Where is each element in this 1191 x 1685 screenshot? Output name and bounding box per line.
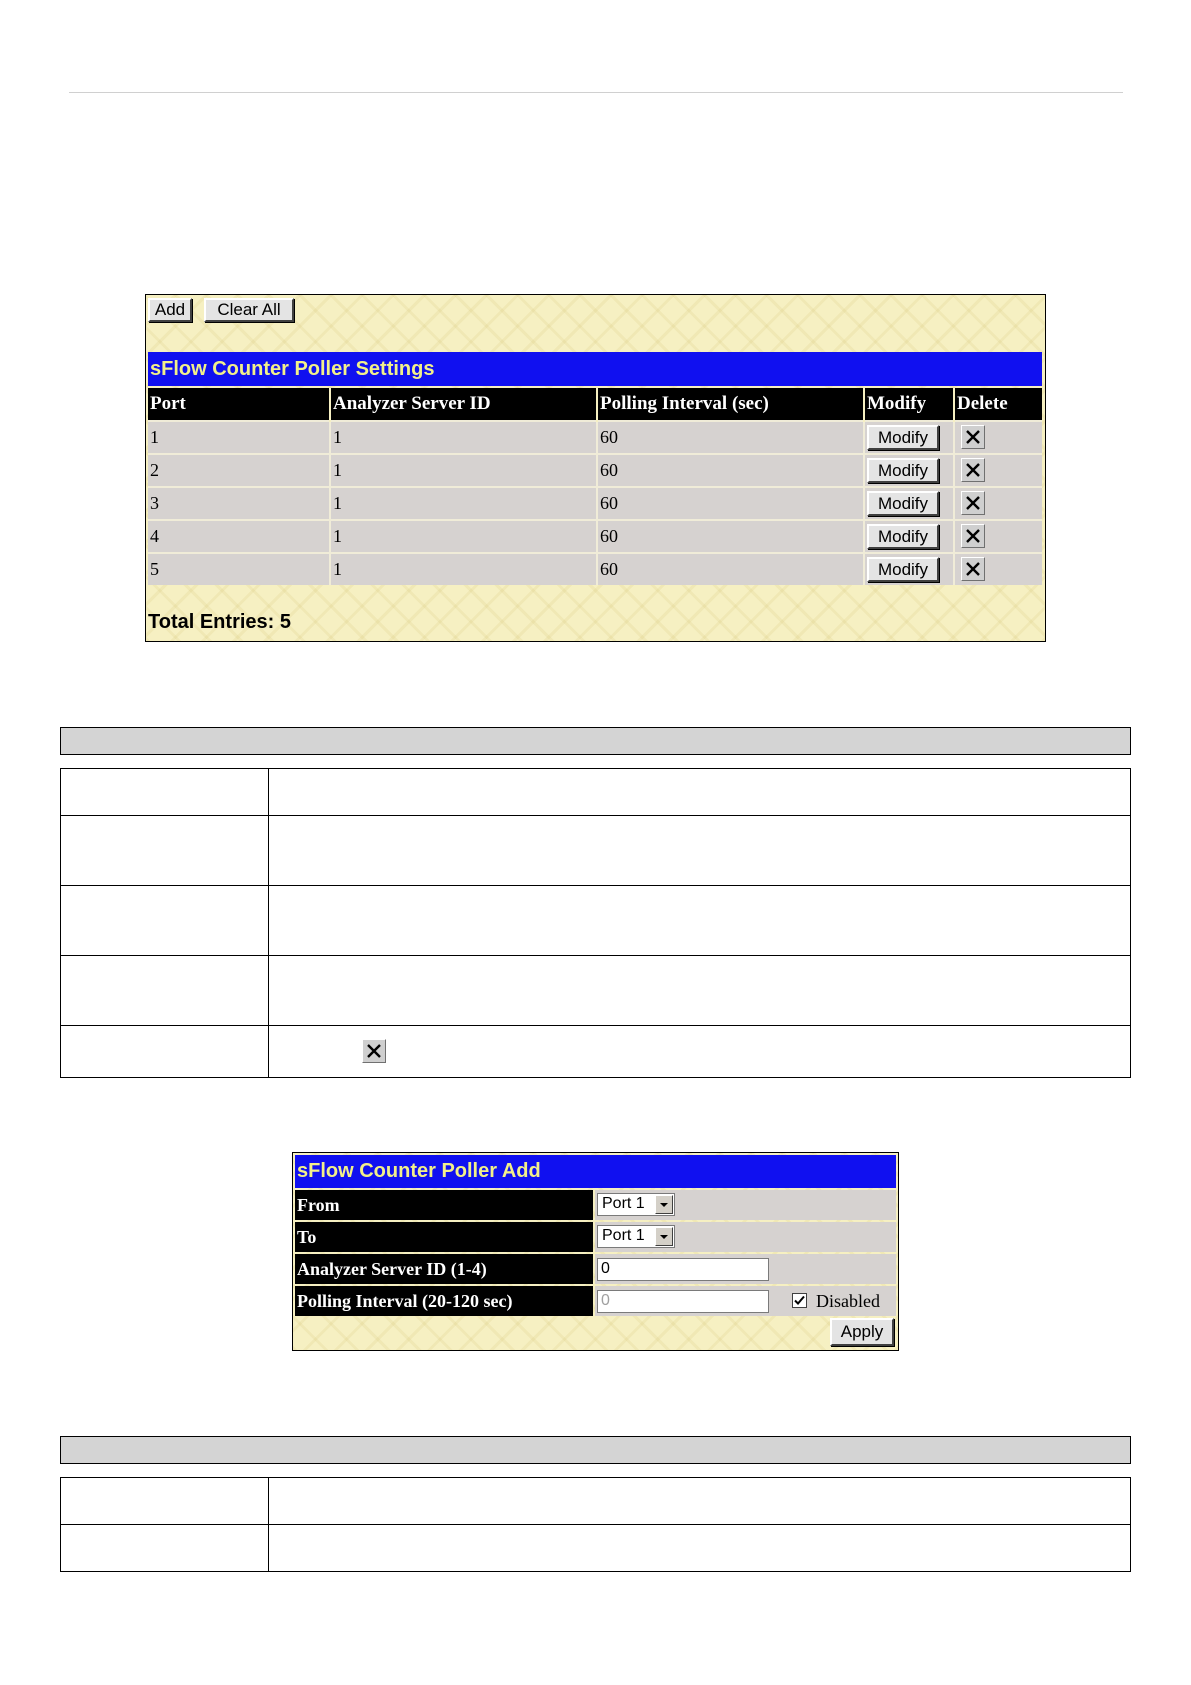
desc-param-cell: [61, 886, 269, 956]
desc-param-cell: [61, 1525, 269, 1572]
delete-x-icon[interactable]: [961, 491, 985, 515]
column-header-port: Port: [148, 388, 330, 421]
table-row: [148, 421, 1042, 454]
disabled-checkbox[interactable]: [792, 1293, 807, 1308]
modify-cell: [864, 454, 954, 487]
counter-poller-add-panel: [292, 1152, 899, 1351]
modify-button[interactable]: Modify: [867, 458, 939, 483]
column-header-modify: Modify: [864, 388, 954, 421]
disabled-label: Disabled: [816, 1291, 880, 1311]
delete-cell: [954, 454, 1042, 487]
delete-cell: [954, 520, 1042, 553]
modify-cell: [864, 421, 954, 454]
table-row: [148, 520, 1042, 553]
to-label: To: [295, 1222, 593, 1252]
delete-x-icon: [362, 1039, 386, 1063]
delete-x-icon[interactable]: [961, 524, 985, 548]
analyzer-row: [295, 1254, 896, 1284]
top-divider: [69, 92, 1123, 93]
chevron-down-icon[interactable]: [655, 1195, 673, 1214]
desc-text-cell: [269, 956, 1131, 1026]
desc-param-cell: [61, 769, 269, 816]
analyzer-server-id-input[interactable]: 0: [597, 1258, 769, 1281]
table-row: [61, 956, 1131, 1026]
interval-cell: 60: [597, 487, 864, 520]
clear-all-button[interactable]: Clear All: [204, 298, 294, 322]
port-cell: 4: [148, 520, 330, 553]
desc-param-cell: [61, 1478, 269, 1525]
modify-cell: [864, 520, 954, 553]
to-port-value: Port 1: [602, 1227, 645, 1244]
total-entries: Total Entries: 5: [148, 611, 291, 633]
desc-param-cell: [61, 816, 269, 886]
desc-text-cell: [269, 1026, 1131, 1078]
delete-x-icon[interactable]: [961, 425, 985, 449]
port-cell: 1: [148, 421, 330, 454]
analyzer-cell: 1: [330, 421, 597, 454]
analyzer-label: Analyzer Server ID (1-4): [295, 1254, 593, 1284]
table-row: [61, 1478, 1131, 1525]
interval-cell: 60: [597, 454, 864, 487]
delete-cell: [954, 421, 1042, 454]
table-row: [148, 487, 1042, 520]
modify-button[interactable]: Modify: [867, 524, 939, 549]
desc-text-cell: [269, 769, 1131, 816]
interval-cell: 60: [597, 553, 864, 585]
modify-cell: [864, 553, 954, 585]
analyzer-cell: 1: [330, 487, 597, 520]
desc-text-cell: [269, 1478, 1131, 1525]
description-table: [60, 768, 1131, 1078]
apply-button[interactable]: Apply: [830, 1318, 894, 1346]
delete-x-icon[interactable]: [961, 557, 985, 581]
modify-button[interactable]: Modify: [867, 491, 939, 516]
interval-row: [295, 1286, 896, 1316]
to-value-cell: [595, 1222, 896, 1252]
desc-param-cell: [61, 956, 269, 1026]
description-table-header: [60, 1436, 1131, 1464]
interval-cell: 60: [597, 520, 864, 553]
delete-cell: [954, 553, 1042, 585]
port-cell: 2: [148, 454, 330, 487]
interval-cell: 60: [597, 421, 864, 454]
analyzer-value-cell: [595, 1254, 896, 1284]
table-row: [148, 553, 1042, 585]
from-label: From: [295, 1190, 593, 1220]
add-button[interactable]: Add: [148, 298, 192, 322]
interval-label: Polling Interval (20-120 sec): [295, 1286, 593, 1316]
desc-text-cell: [269, 1525, 1131, 1572]
table-row: [148, 454, 1042, 487]
desc-text-cell: [269, 816, 1131, 886]
desc-text-cell: [269, 886, 1131, 956]
from-port-select[interactable]: [597, 1193, 675, 1216]
analyzer-cell: 1: [330, 553, 597, 585]
to-row: [295, 1222, 896, 1252]
delete-x-icon[interactable]: [961, 458, 985, 482]
from-value-cell: [595, 1190, 896, 1220]
port-cell: 5: [148, 553, 330, 585]
modify-button[interactable]: Modify: [867, 425, 939, 450]
from-row: [295, 1190, 896, 1220]
column-header-interval: Polling Interval (sec): [597, 388, 864, 421]
from-port-value: Port 1: [602, 1195, 645, 1212]
table-row: [61, 1525, 1131, 1572]
polling-interval-input[interactable]: 0: [597, 1290, 769, 1313]
settings-title: sFlow Counter Poller Settings: [148, 352, 1042, 386]
desc-param-cell: [61, 1026, 269, 1078]
interval-value-cell: [595, 1286, 896, 1316]
checkbox-checked-icon: [794, 1295, 805, 1306]
chevron-down-icon[interactable]: [655, 1227, 673, 1246]
to-port-select[interactable]: [597, 1225, 675, 1248]
counter-poller-table: [148, 388, 1042, 585]
counter-poller-settings-panel: [145, 294, 1046, 642]
table-row: [61, 886, 1131, 956]
table-row: [61, 816, 1131, 886]
modify-button[interactable]: Modify: [867, 557, 939, 582]
port-cell: 3: [148, 487, 330, 520]
add-panel-title: sFlow Counter Poller Add: [295, 1155, 896, 1188]
column-header-analyzer: Analyzer Server ID: [330, 388, 597, 421]
column-header-delete: Delete: [954, 388, 1042, 421]
modify-cell: [864, 487, 954, 520]
analyzer-cell: 1: [330, 454, 597, 487]
delete-cell: [954, 487, 1042, 520]
description-table: [60, 1477, 1131, 1572]
table-row: [61, 769, 1131, 816]
table-row: [61, 1026, 1131, 1078]
analyzer-cell: 1: [330, 520, 597, 553]
description-table-header: [60, 727, 1131, 755]
